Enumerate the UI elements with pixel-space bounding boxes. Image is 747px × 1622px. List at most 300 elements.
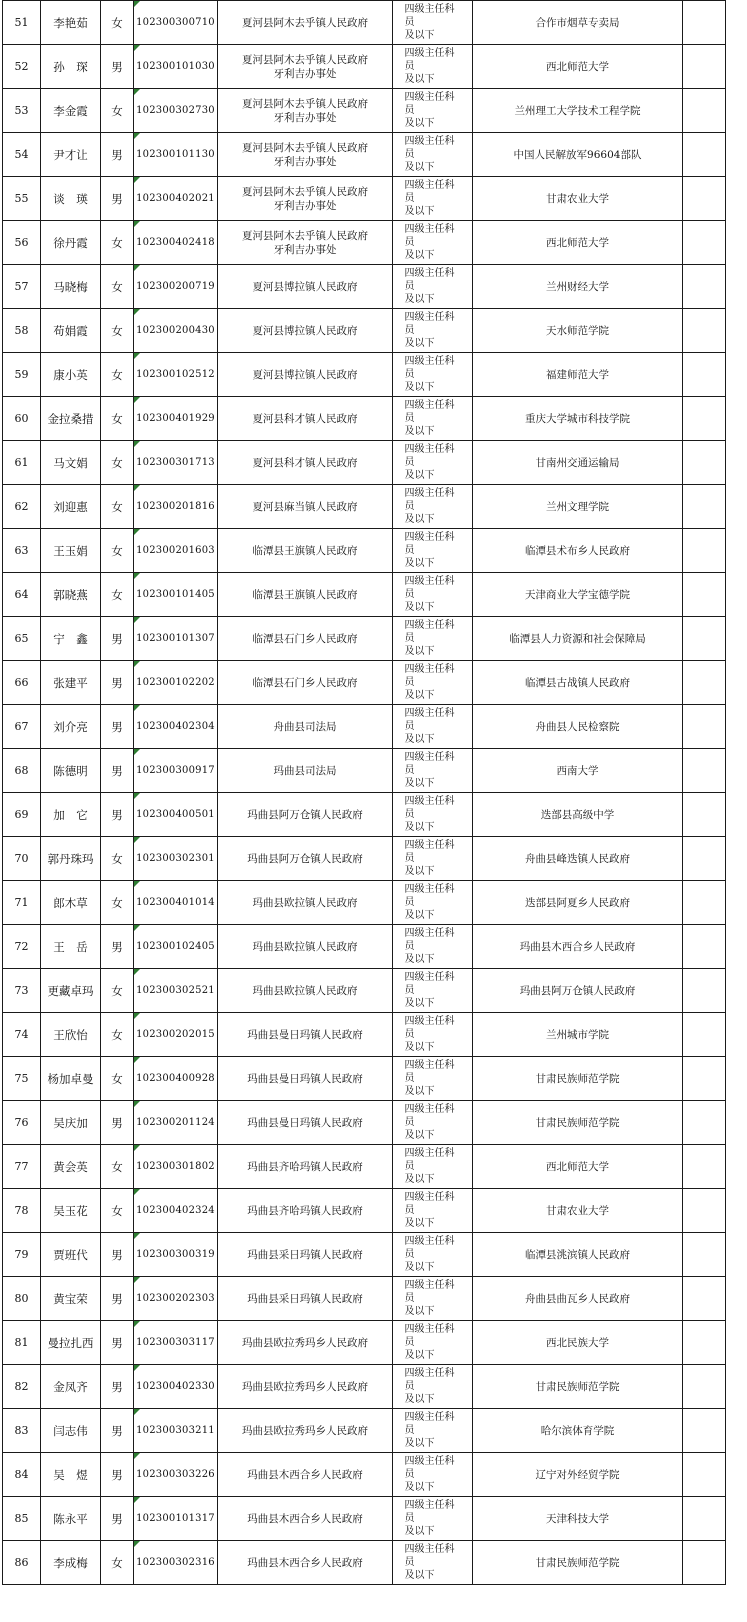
name-cell: 陈德明 <box>41 749 101 793</box>
table-row <box>3 793 726 837</box>
position-line: 及以下 <box>404 690 435 701</box>
current-workplace-cell: 天津商业大学宝德学院 <box>473 573 683 617</box>
row-number-cell: 63 <box>3 529 41 573</box>
row-number-cell: 59 <box>3 353 41 397</box>
exam-id-text: 102300200430 <box>136 324 215 336</box>
position-line: 及以下 <box>404 382 435 393</box>
row-number-cell: 56 <box>3 221 41 265</box>
position-line: 四级主任科员 <box>404 400 455 424</box>
remarks-cell <box>683 353 726 397</box>
name-cell: 张建平 <box>41 661 101 705</box>
gender-cell: 男 <box>101 705 134 749</box>
employer-unit-cell <box>218 573 393 617</box>
exam-id-cell <box>134 485 218 529</box>
gender-cell: 女 <box>101 881 134 925</box>
table-row <box>3 1321 726 1365</box>
table-row <box>3 1145 726 1189</box>
employer-unit-line: 玛曲县木西合乡人民政府 <box>247 1556 363 1569</box>
employer-unit-cell <box>218 221 393 265</box>
remarks-cell <box>683 45 726 89</box>
position-cell <box>393 485 473 529</box>
exam-id-text: 102300200719 <box>136 280 215 292</box>
exam-id-text: 102300101030 <box>136 60 215 72</box>
position-line: 四级主任科员 <box>404 576 455 600</box>
text-number-indicator-icon <box>134 793 140 799</box>
employer-unit-cell <box>218 1145 393 1189</box>
position-line: 及以下 <box>404 954 435 965</box>
position-line: 四级主任科员 <box>404 356 455 380</box>
name-cell: 吴庆加 <box>41 1101 101 1145</box>
employer-unit-cell <box>218 969 393 1013</box>
gender-cell: 女 <box>101 397 134 441</box>
position-line: 四级主任科员 <box>404 1192 455 1216</box>
gender-cell: 女 <box>101 221 134 265</box>
position-line: 四级主任科员 <box>404 488 455 512</box>
exam-id-cell <box>134 749 218 793</box>
row-number-cell: 84 <box>3 1453 41 1497</box>
exam-id-text: 102300201603 <box>136 544 215 556</box>
employer-unit-line: 夏河县阿木去乎镇人民政府 <box>242 141 368 154</box>
position-line: 四级主任科员 <box>404 928 455 952</box>
row-number-cell: 68 <box>3 749 41 793</box>
employer-unit-cell <box>218 89 393 133</box>
remarks-cell <box>683 1497 726 1541</box>
table-row <box>3 485 726 529</box>
exam-id-text: 102300303226 <box>136 1468 215 1480</box>
remarks-cell <box>683 529 726 573</box>
current-workplace-cell: 合作市烟草专卖局 <box>473 1 683 45</box>
name-cell: 杨加卓曼 <box>41 1057 101 1101</box>
remarks-cell <box>683 969 726 1013</box>
employer-unit-line: 玛曲县曼日玛镇人民政府 <box>247 1028 363 1041</box>
position-line: 四级主任科员 <box>404 796 455 820</box>
employer-unit-line: 夏河县阿木去乎镇人民政府 <box>242 53 368 66</box>
remarks-cell <box>683 1 726 45</box>
position-line: 及以下 <box>404 602 435 613</box>
employer-unit-line: 牙利吉办事处 <box>273 67 337 80</box>
employer-unit-cell <box>218 1365 393 1409</box>
position-cell <box>393 397 473 441</box>
position-cell <box>393 837 473 881</box>
remarks-cell <box>683 265 726 309</box>
employer-unit-cell <box>218 925 393 969</box>
row-number-cell: 77 <box>3 1145 41 1189</box>
table-row <box>3 529 726 573</box>
remarks-cell <box>683 1453 726 1497</box>
position-line: 四级主任科员 <box>404 4 455 28</box>
exam-id-text: 102300303117 <box>136 1336 215 1348</box>
row-number-cell: 52 <box>3 45 41 89</box>
employer-unit-line: 夏河县麻当镇人民政府 <box>252 500 358 513</box>
remarks-cell <box>683 133 726 177</box>
gender-cell: 女 <box>101 1 134 45</box>
exam-id-text: 102300302301 <box>136 852 215 864</box>
current-workplace-cell: 天水师范学院 <box>473 309 683 353</box>
position-cell <box>393 881 473 925</box>
table-row <box>3 1233 726 1277</box>
row-number-cell: 65 <box>3 617 41 661</box>
position-line: 四级主任科员 <box>404 972 455 996</box>
exam-id-cell <box>134 1 218 45</box>
position-line: 及以下 <box>404 866 435 877</box>
employer-unit-cell <box>218 1013 393 1057</box>
table-row <box>3 441 726 485</box>
current-workplace-cell: 兰州文理学院 <box>473 485 683 529</box>
position-line: 及以下 <box>404 250 435 261</box>
exam-id-text: 102300102202 <box>136 676 215 688</box>
table-row <box>3 705 726 749</box>
position-line: 四级主任科员 <box>404 752 455 776</box>
row-number-cell: 81 <box>3 1321 41 1365</box>
text-number-indicator-icon <box>134 837 140 843</box>
text-number-indicator-icon <box>134 1189 140 1195</box>
exam-id-cell <box>134 529 218 573</box>
position-line: 及以下 <box>404 558 435 569</box>
employer-unit-cell <box>218 1189 393 1233</box>
employer-unit-line: 玛曲县齐哈玛镇人民政府 <box>247 1204 363 1217</box>
position-line: 及以下 <box>404 778 435 789</box>
position-cell <box>393 529 473 573</box>
gender-cell: 女 <box>101 573 134 617</box>
text-number-indicator-icon <box>134 705 140 711</box>
table-row <box>3 89 726 133</box>
gender-cell: 女 <box>101 1057 134 1101</box>
employer-unit-line: 夏河县阿木去乎镇人民政府 <box>242 185 368 198</box>
position-line: 四级主任科员 <box>404 620 455 644</box>
position-cell <box>393 1497 473 1541</box>
exam-id-cell <box>134 969 218 1013</box>
gender-cell: 女 <box>101 265 134 309</box>
position-line: 及以下 <box>404 162 435 173</box>
gender-cell: 女 <box>101 1541 134 1585</box>
remarks-cell <box>683 925 726 969</box>
remarks-cell <box>683 89 726 133</box>
employer-unit-cell <box>218 1233 393 1277</box>
text-number-indicator-icon <box>134 925 140 931</box>
table-row <box>3 1101 726 1145</box>
text-number-indicator-icon <box>134 265 140 271</box>
employer-unit-line: 玛曲县木西合乡人民政府 <box>247 1512 363 1525</box>
exam-id-text: 102300301713 <box>136 456 215 468</box>
exam-id-text: 102300302521 <box>136 984 215 996</box>
text-number-indicator-icon <box>134 573 140 579</box>
row-number-cell: 76 <box>3 1101 41 1145</box>
row-number-cell: 67 <box>3 705 41 749</box>
exam-id-cell <box>134 1233 218 1277</box>
exam-id-cell <box>134 793 218 837</box>
exam-id-cell <box>134 265 218 309</box>
exam-id-cell <box>134 1101 218 1145</box>
table-row <box>3 969 726 1013</box>
exam-id-text: 102300400928 <box>136 1072 215 1084</box>
position-line: 及以下 <box>404 514 435 525</box>
employer-unit-line: 夏河县博拉镇人民政府 <box>252 280 358 293</box>
gender-cell: 男 <box>101 1321 134 1365</box>
employer-unit-line: 临潭县王旗镇人民政府 <box>252 588 358 601</box>
text-number-indicator-icon <box>134 89 140 95</box>
current-workplace-cell: 甘肃民族师范学院 <box>473 1365 683 1409</box>
current-workplace-cell: 迭部县阿夏乡人民政府 <box>473 881 683 925</box>
name-cell: 马文娟 <box>41 441 101 485</box>
text-number-indicator-icon <box>134 617 140 623</box>
exam-id-cell <box>134 837 218 881</box>
table-body <box>3 1 726 1585</box>
position-line: 四级主任科员 <box>404 1280 455 1304</box>
gender-cell: 女 <box>101 529 134 573</box>
exam-id-text: 102300202015 <box>136 1028 215 1040</box>
gender-cell: 男 <box>101 661 134 705</box>
employer-unit-cell <box>218 837 393 881</box>
table-row <box>3 397 726 441</box>
table-row <box>3 661 726 705</box>
position-line: 及以下 <box>404 1394 435 1405</box>
gender-cell: 男 <box>101 177 134 221</box>
current-workplace-cell: 舟曲县人民检察院 <box>473 705 683 749</box>
position-line: 四级主任科员 <box>404 708 455 732</box>
name-cell: 康小英 <box>41 353 101 397</box>
name-cell: 李金霞 <box>41 89 101 133</box>
name-cell: 黄会英 <box>41 1145 101 1189</box>
remarks-cell <box>683 749 726 793</box>
name-cell: 加 它 <box>41 793 101 837</box>
text-number-indicator-icon <box>134 221 140 227</box>
table-row <box>3 881 726 925</box>
name-cell: 宁 鑫 <box>41 617 101 661</box>
position-line: 四级主任科员 <box>404 840 455 864</box>
employer-unit-line: 玛曲县欧拉镇人民政府 <box>252 896 358 909</box>
gender-cell: 男 <box>101 925 134 969</box>
position-line: 及以下 <box>404 1262 435 1273</box>
position-line: 四级主任科员 <box>404 884 455 908</box>
position-line: 四级主任科员 <box>404 1016 455 1040</box>
text-number-indicator-icon <box>134 1541 140 1547</box>
row-number-cell: 79 <box>3 1233 41 1277</box>
text-number-indicator-icon <box>134 1101 140 1107</box>
employer-unit-line: 玛曲县欧拉秀玛乡人民政府 <box>242 1424 368 1437</box>
position-line: 及以下 <box>404 1218 435 1229</box>
text-number-indicator-icon <box>134 1497 140 1503</box>
position-line: 四级主任科员 <box>404 664 455 688</box>
employer-unit-line: 夏河县阿木去乎镇人民政府 <box>242 229 368 242</box>
current-workplace-cell: 西北师范大学 <box>473 221 683 265</box>
current-workplace-cell: 迭部县高级中学 <box>473 793 683 837</box>
row-number-cell: 85 <box>3 1497 41 1541</box>
row-number-cell: 54 <box>3 133 41 177</box>
employer-unit-line: 玛曲县木西合乡人民政府 <box>247 1468 363 1481</box>
remarks-cell <box>683 1321 726 1365</box>
table-row <box>3 1013 726 1057</box>
position-line: 及以下 <box>404 74 435 85</box>
position-line: 四级主任科员 <box>404 1500 455 1524</box>
position-line: 及以下 <box>404 206 435 217</box>
exam-id-text: 102300402330 <box>136 1380 215 1392</box>
row-number-cell: 64 <box>3 573 41 617</box>
exam-id-cell <box>134 1541 218 1585</box>
text-number-indicator-icon <box>134 45 140 51</box>
text-number-indicator-icon <box>134 133 140 139</box>
employer-unit-line: 夏河县阿木去乎镇人民政府 <box>242 97 368 110</box>
table-row <box>3 837 726 881</box>
exam-id-cell <box>134 1497 218 1541</box>
table-row <box>3 1057 726 1101</box>
exam-id-cell <box>134 1057 218 1101</box>
remarks-cell <box>683 1541 726 1585</box>
exam-id-cell <box>134 441 218 485</box>
employer-unit-cell <box>218 1321 393 1365</box>
position-line: 及以下 <box>404 1350 435 1361</box>
name-cell: 王 岳 <box>41 925 101 969</box>
remarks-cell <box>683 1145 726 1189</box>
row-number-cell: 60 <box>3 397 41 441</box>
employer-unit-line: 玛曲县阿万仓镇人民政府 <box>247 852 363 865</box>
position-line: 及以下 <box>404 1086 435 1097</box>
name-cell: 李艳茹 <box>41 1 101 45</box>
current-workplace-cell: 西南大学 <box>473 749 683 793</box>
exam-id-text: 102300201816 <box>136 500 215 512</box>
row-number-cell: 62 <box>3 485 41 529</box>
table-row <box>3 353 726 397</box>
position-line: 四级主任科员 <box>404 1456 455 1480</box>
gender-cell: 女 <box>101 969 134 1013</box>
current-workplace-cell: 舟曲县峰迭镇人民政府 <box>473 837 683 881</box>
name-cell: 金拉桑措 <box>41 397 101 441</box>
row-number-cell: 58 <box>3 309 41 353</box>
name-cell: 吴玉花 <box>41 1189 101 1233</box>
employer-unit-line: 夏河县阿木去乎镇人民政府 <box>242 16 368 29</box>
position-cell <box>393 969 473 1013</box>
position-line: 四级主任科员 <box>404 136 455 160</box>
remarks-cell <box>683 1365 726 1409</box>
employer-unit-cell <box>218 265 393 309</box>
exam-id-cell <box>134 353 218 397</box>
name-cell: 贾班代 <box>41 1233 101 1277</box>
row-number-cell: 66 <box>3 661 41 705</box>
table-row <box>3 221 726 265</box>
exam-id-text: 102300302730 <box>136 104 215 116</box>
remarks-cell <box>683 1057 726 1101</box>
position-cell <box>393 1189 473 1233</box>
gender-cell: 男 <box>101 617 134 661</box>
text-number-indicator-icon <box>134 881 140 887</box>
position-line: 及以下 <box>404 426 435 437</box>
position-cell <box>393 1453 473 1497</box>
table-row <box>3 1365 726 1409</box>
current-workplace-cell: 兰州城市学院 <box>473 1013 683 1057</box>
exam-id-text: 102300300710 <box>136 16 215 28</box>
name-cell: 马晓梅 <box>41 265 101 309</box>
position-cell <box>393 661 473 705</box>
current-workplace-cell: 临潭县术布乡人民政府 <box>473 529 683 573</box>
exam-id-text: 102300400501 <box>136 808 215 820</box>
text-number-indicator-icon <box>134 1013 140 1019</box>
employer-unit-line: 牙利吉办事处 <box>273 243 337 256</box>
table-row <box>3 1409 726 1453</box>
gender-cell: 男 <box>101 1101 134 1145</box>
employer-unit-cell <box>218 1497 393 1541</box>
remarks-cell <box>683 1409 726 1453</box>
employer-unit-cell <box>218 705 393 749</box>
remarks-cell <box>683 441 726 485</box>
position-cell <box>393 1057 473 1101</box>
text-number-indicator-icon <box>134 353 140 359</box>
row-number-cell: 82 <box>3 1365 41 1409</box>
position-line: 及以下 <box>404 734 435 745</box>
text-number-indicator-icon <box>134 1409 140 1415</box>
current-workplace-cell: 哈尔滨体育学院 <box>473 1409 683 1453</box>
row-number-cell: 72 <box>3 925 41 969</box>
gender-cell: 男 <box>101 793 134 837</box>
exam-id-text: 102300101307 <box>136 632 215 644</box>
position-line: 四级主任科员 <box>404 1368 455 1392</box>
position-line: 及以下 <box>404 1306 435 1317</box>
employer-unit-line: 牙利吉办事处 <box>273 199 337 212</box>
position-line: 四级主任科员 <box>404 224 455 248</box>
table-row <box>3 309 726 353</box>
name-cell: 苟娟霞 <box>41 309 101 353</box>
position-cell <box>393 573 473 617</box>
position-line: 及以下 <box>404 338 435 349</box>
current-workplace-cell: 中国人民解放军96604部队 <box>473 133 683 177</box>
current-workplace-cell: 甘肃民族师范学院 <box>473 1057 683 1101</box>
gender-cell: 女 <box>101 1013 134 1057</box>
remarks-cell <box>683 397 726 441</box>
gender-cell: 男 <box>101 1453 134 1497</box>
remarks-cell <box>683 1189 726 1233</box>
exam-id-cell <box>134 309 218 353</box>
employer-unit-cell <box>218 397 393 441</box>
name-cell: 更藏卓玛 <box>41 969 101 1013</box>
employer-unit-line: 舟曲县司法局 <box>273 720 337 733</box>
position-line: 及以下 <box>404 646 435 657</box>
text-number-indicator-icon <box>134 661 140 667</box>
employer-unit-cell <box>218 749 393 793</box>
position-cell <box>393 925 473 969</box>
text-number-indicator-icon <box>134 1145 140 1151</box>
position-cell <box>393 1277 473 1321</box>
text-number-indicator-icon <box>134 1 140 7</box>
current-workplace-cell: 甘肃农业大学 <box>473 177 683 221</box>
employer-unit-line: 临潭县石门乡人民政府 <box>252 632 358 645</box>
text-number-indicator-icon <box>134 177 140 183</box>
gender-cell: 男 <box>101 1233 134 1277</box>
employer-unit-line: 玛曲县欧拉镇人民政府 <box>252 940 358 953</box>
name-cell: 李成梅 <box>41 1541 101 1585</box>
exam-id-cell <box>134 1277 218 1321</box>
employer-unit-line: 玛曲县司法局 <box>273 764 337 777</box>
current-workplace-cell: 玛曲县阿万仓镇人民政府 <box>473 969 683 1013</box>
gender-cell: 女 <box>101 89 134 133</box>
position-line: 及以下 <box>404 1570 435 1581</box>
position-cell <box>393 1013 473 1057</box>
employer-unit-cell <box>218 661 393 705</box>
row-number-cell: 55 <box>3 177 41 221</box>
table-row <box>3 133 726 177</box>
exam-id-text: 102300402304 <box>136 720 215 732</box>
text-number-indicator-icon <box>134 441 140 447</box>
exam-id-text: 102300301802 <box>136 1160 215 1172</box>
position-line: 四级主任科员 <box>404 1104 455 1128</box>
employer-unit-line: 玛曲县曼日玛镇人民政府 <box>247 1072 363 1085</box>
row-number-cell: 80 <box>3 1277 41 1321</box>
remarks-cell <box>683 485 726 529</box>
employer-unit-line: 夏河县博拉镇人民政府 <box>252 324 358 337</box>
employer-unit-cell <box>218 485 393 529</box>
employer-unit-cell <box>218 793 393 837</box>
exam-id-cell <box>134 1409 218 1453</box>
position-line: 四级主任科员 <box>404 1324 455 1348</box>
exam-id-cell <box>134 881 218 925</box>
position-cell <box>393 133 473 177</box>
